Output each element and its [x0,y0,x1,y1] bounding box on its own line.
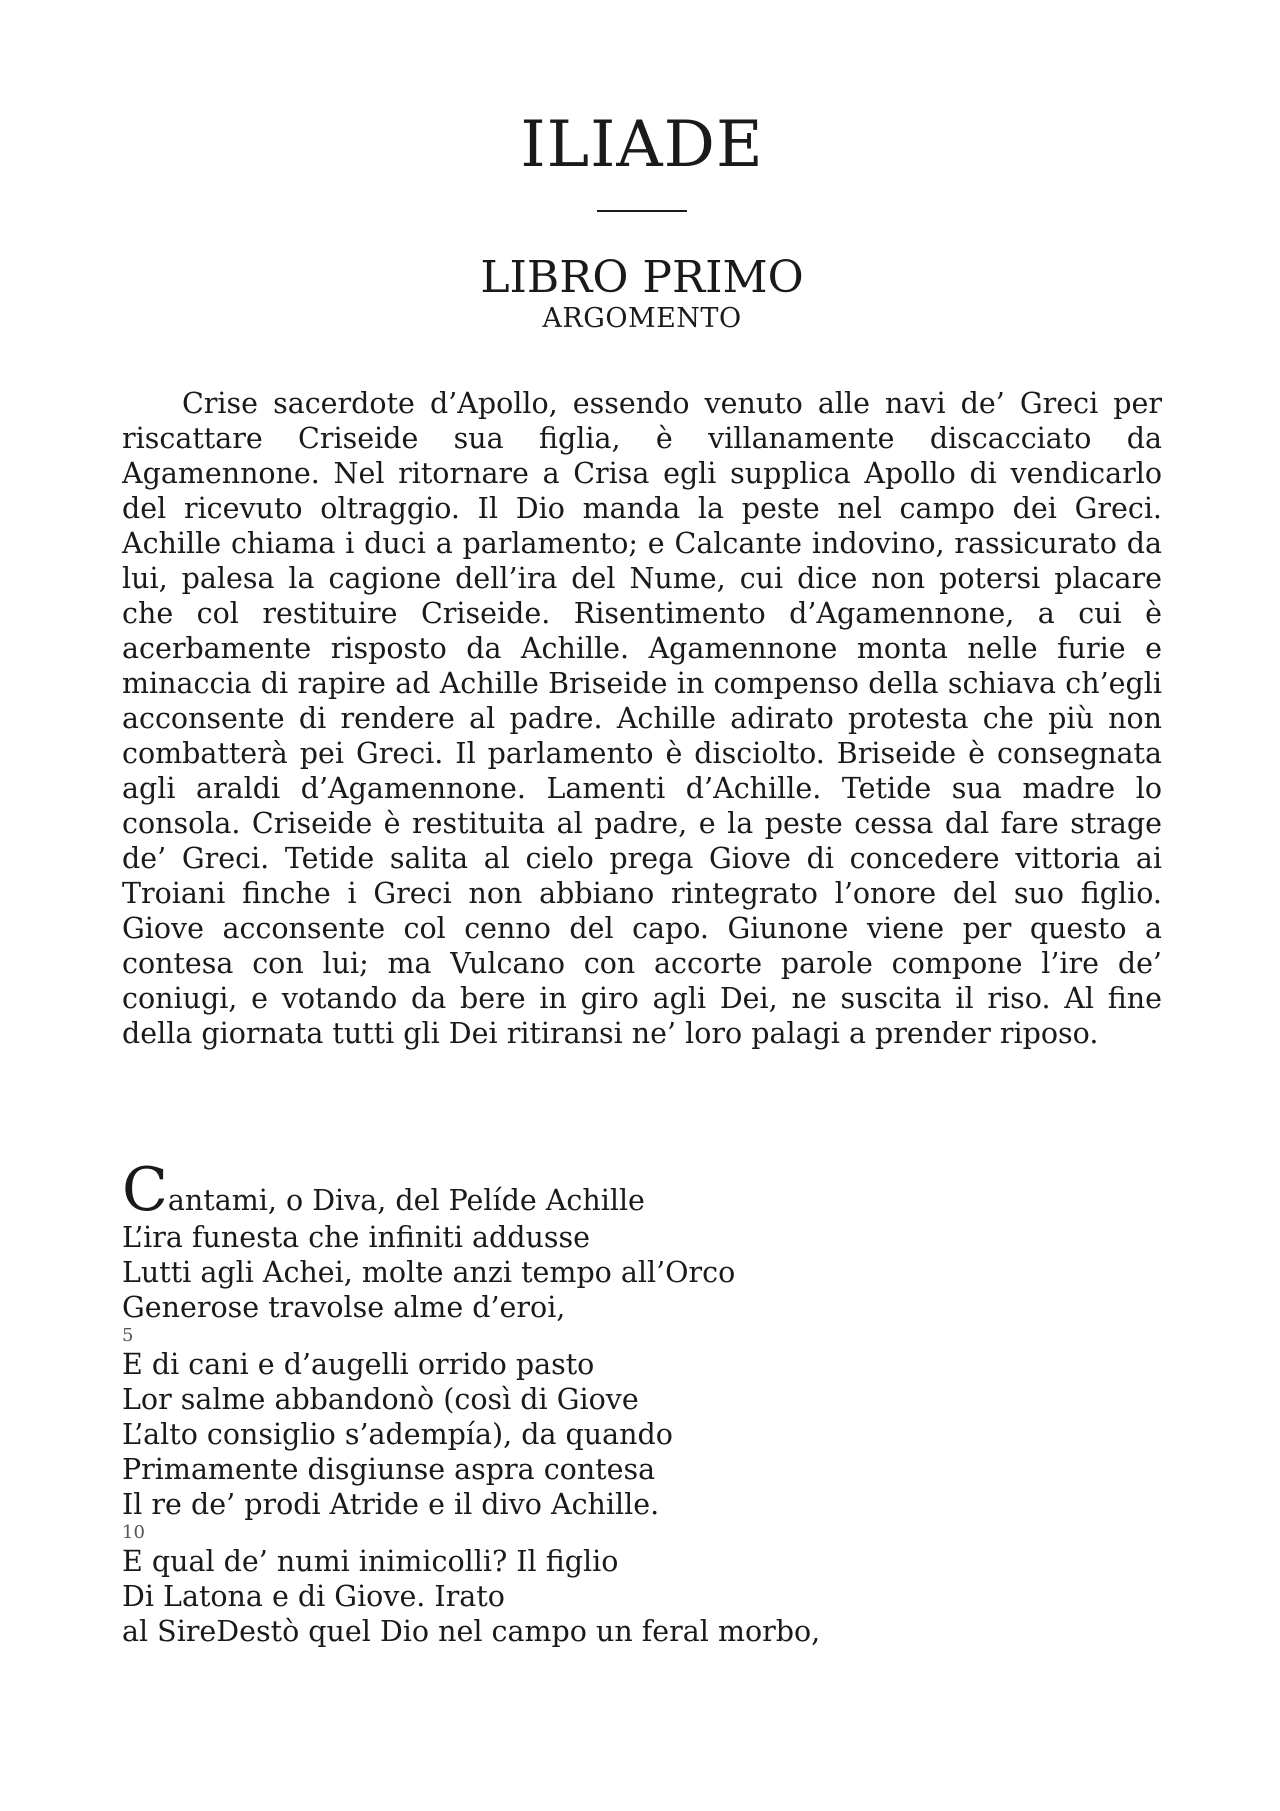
drop-cap: C [122,1155,168,1225]
verse-line [122,1155,1162,1225]
verse-line: Generose travolse alme d’eroi, [122,1291,566,1324]
verse-line: L’ira funesta che infiniti addusse [122,1221,590,1254]
verse-line: Di Latona e di Giove. Irato [122,1580,505,1613]
verse-line: Lor salme abbandonò (così di Giove [122,1383,639,1416]
verse-line: E qual de’ numi inimicolli? Il figlio [122,1545,619,1578]
verse-line: L’alto consiglio s’adempía), da quando [122,1418,673,1451]
line-number: 5 [122,1325,134,1346]
verse-text: antami, o Diva, del Pelíde Achille [167,1184,645,1217]
title-divider [597,210,687,212]
poem [122,1155,1162,1649]
verse-line: E di cani e d’augelli orrido pasto [122,1348,595,1381]
book-title: ILIADE [520,108,764,182]
chapter-title: LIBRO PRIMO [480,252,804,303]
chapter-subtitle: ARGOMENTO [542,303,742,334]
verse-line: Primamente disgiunse aspra contesa [122,1453,656,1486]
verse-line: Il re de’ prodi Atride e il divo Achille. [122,1488,660,1521]
verse-line: Lutti agli Achei, molte anzi tempo all’Orco [122,1256,736,1289]
argument-paragraph: Crise sacerdote d’Apollo, essendo venuto alle navi de’ Greci per riscattare Criseide sua figlia, è villanamente discacciato da Agamennone. Nel ritornare a Crisa egli supplica Apollo di vendicarlo del ricevuto oltraggio. Il Dio manda la peste nel campo dei Greci. Achille chiama i duci a parlamento; e Calcante indovino, rassicurato da lui, palesa la cagione dell’ira del Nume, cui dice non potersi placare che col restituire Criseide. Risentimento d’Agamennone, a cui è acerbamente risposto da Achille. Agamennone monta nelle furie e minaccia di rapire ad Achille Briseide in compenso della schiava ch’egli acconsente di rendere al padre. Achille adirato protesta che più non combatterà pei Greci. Il parlamento è disciolto. Briseide è consegnata agli araldi d’Agamennone. Lamenti d’Achille. Tetide sua madre lo consola. Criseide è restituita al padre, e la peste cessa dal fare strage de’ Greci. Tetide salita al cielo prega Giove di concedere vittoria ai Troiani finche i Greci non abbiano rintegrato l’onore del suo figlio. Giove acconsente col cenno del capo. Giunone viene per questo a contesa con lui; ma Vulcano con accorte parole compone l’ire de’ coniugi, e votando da bere in giro agli Dei, ne suscita il riso. Al fine della giornata tutti gli Dei ritiransi ne’ loro palagi a prender riposo. [122,387,1162,1050]
verse-line: al SireDestò quel Dio nel campo un feral morbo, [122,1615,821,1648]
line-number: 10 [122,1522,145,1543]
